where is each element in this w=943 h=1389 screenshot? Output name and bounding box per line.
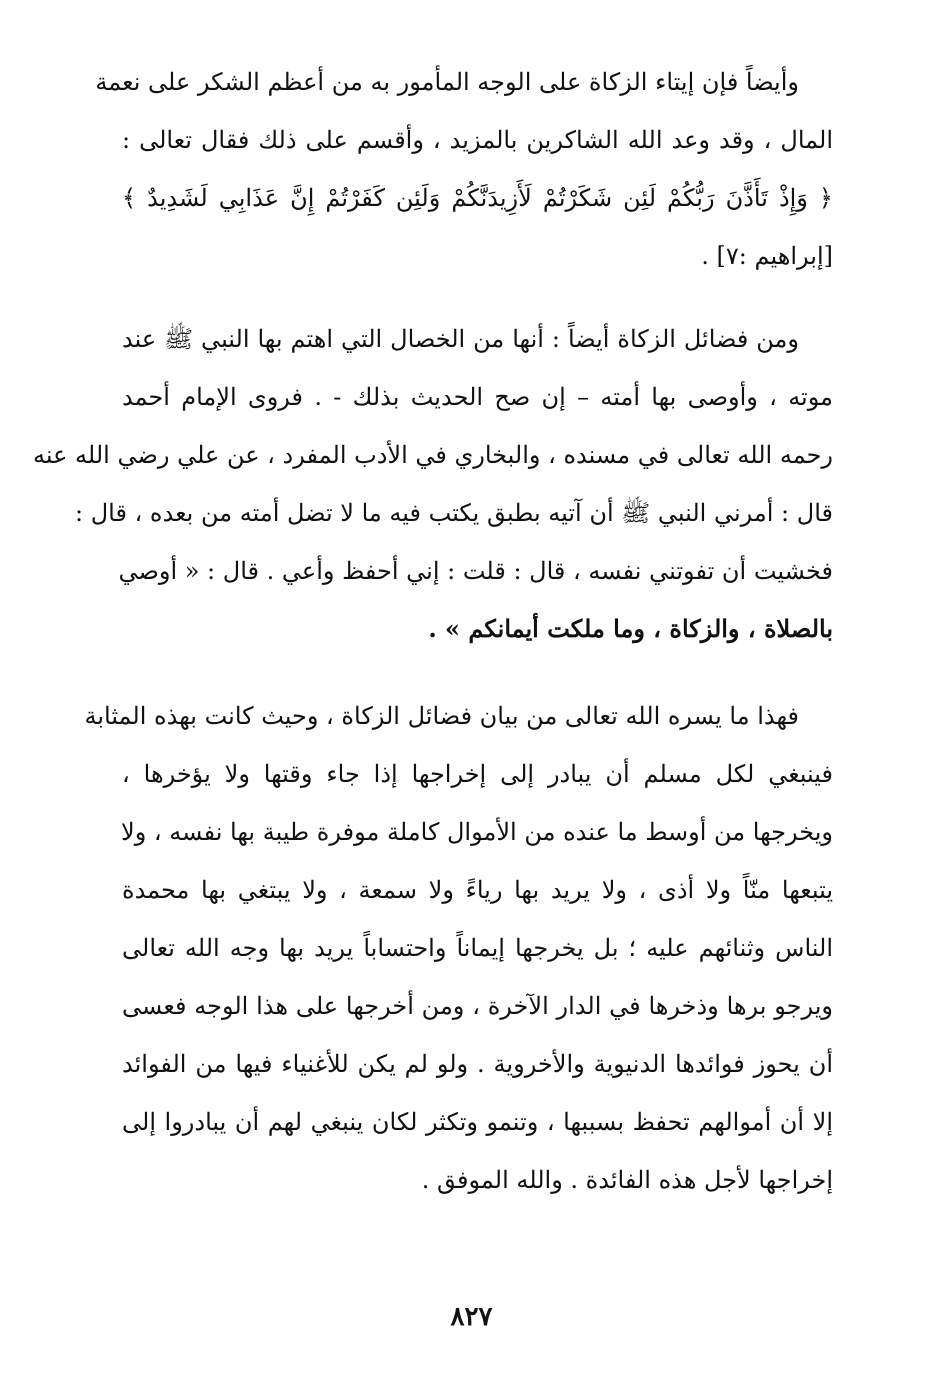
verse-reference: [إبراهيم :٧] . [701, 242, 833, 270]
text-line: الناس وثنائهم عليه ؛ بل يخرجها إيماناً واحتساباً يريد بها وجه الله تعالى [122, 934, 833, 962]
text-line: ومن فضائل الزكاة أيضاً : أنها من الخصال التي اهتم بها النبي ﷺ عند [122, 325, 799, 353]
text-line: فهذا ما يسره الله تعالى من بيان فضائل الزكاة ، وحيث كانت بهذه المثابة [84, 702, 799, 730]
text-line: يتبعها منّاً ولا أذى ، ولا يريد بها رياءً ولا سمعة ، ولا يبتغي بها محمدة [122, 876, 833, 904]
page-number: ٨٢٧ [450, 1302, 493, 1332]
text-line: وأيضاً فإن إيتاء الزكاة على الوجه المأمور به من أعظم الشكر على نعمة [95, 68, 799, 96]
text-line: قال : أمرني النبي ﷺ أن آتيه بطبق يكتب فيه ما لا تضل أمته من بعده ، قال : [74, 499, 833, 527]
text-line: فخشيت أن تفوتني نفسه ، قال : قلت : إني أحفظ وأعي . قال : « أوصي [118, 557, 833, 585]
quran-verse-line: ﴿ وَإِذْ تَأَذَّنَ رَبُّكُمْ لَئِن شَكَرْتُمْ لَأَزِيدَنَّكُمْ وَلَئِن كَفَرْتُمْ إِنَّ عَذَابِي لَشَدِيدٌ ﴾ [122, 184, 833, 212]
text-line: إخراجها لأجل هذه الفائدة . والله الموفق . [421, 1166, 833, 1194]
text-line: موته ، وأوصى بها أمته – إن صح الحديث بذلك - . فروى الإمام أحمد [122, 383, 833, 411]
paragraph-prophet-hadith [32, 310, 833, 658]
paragraph-conclusion [84, 687, 833, 1209]
text-line: إلا أن أموالهم تحفظ بسببها ، وتنمو وتكثر لكان ينبغي لهم أن يبادروا إلى [122, 1108, 833, 1136]
hadith-quote-line: بالصلاة ، والزكاة ، وما ملكت أيمانكم » . [428, 614, 833, 643]
text-line: المال ، وقد وعد الله الشاكرين بالمزيد ، وأقسم على ذلك فقال تعالى : [122, 126, 833, 154]
text-line: ويرجو برها وذخرها في الدار الآخرة ، ومن أخرجها على هذا الوجه فعسى [122, 992, 833, 1020]
text-line: رحمه الله تعالى في مسنده ، والبخاري في الأدب المفرد ، عن علي رضي الله عنه [32, 441, 833, 469]
text-line: أن يحوز فوائدها الدنيوية والأخروية . ولو لم يكن للأغنياء فيها من الفوائد [122, 1050, 833, 1078]
text-line: ويخرجها من أوسط ما عنده من الأموال كاملة موفرة طيبة بها نفسه ، ولا [121, 818, 833, 846]
text-line: فينبغي لكل مسلم أن يبادر إلى إخراجها إذا جاء وقتها ولا يؤخرها ، [122, 760, 833, 788]
paragraph-zakat-gratitude [95, 53, 833, 285]
